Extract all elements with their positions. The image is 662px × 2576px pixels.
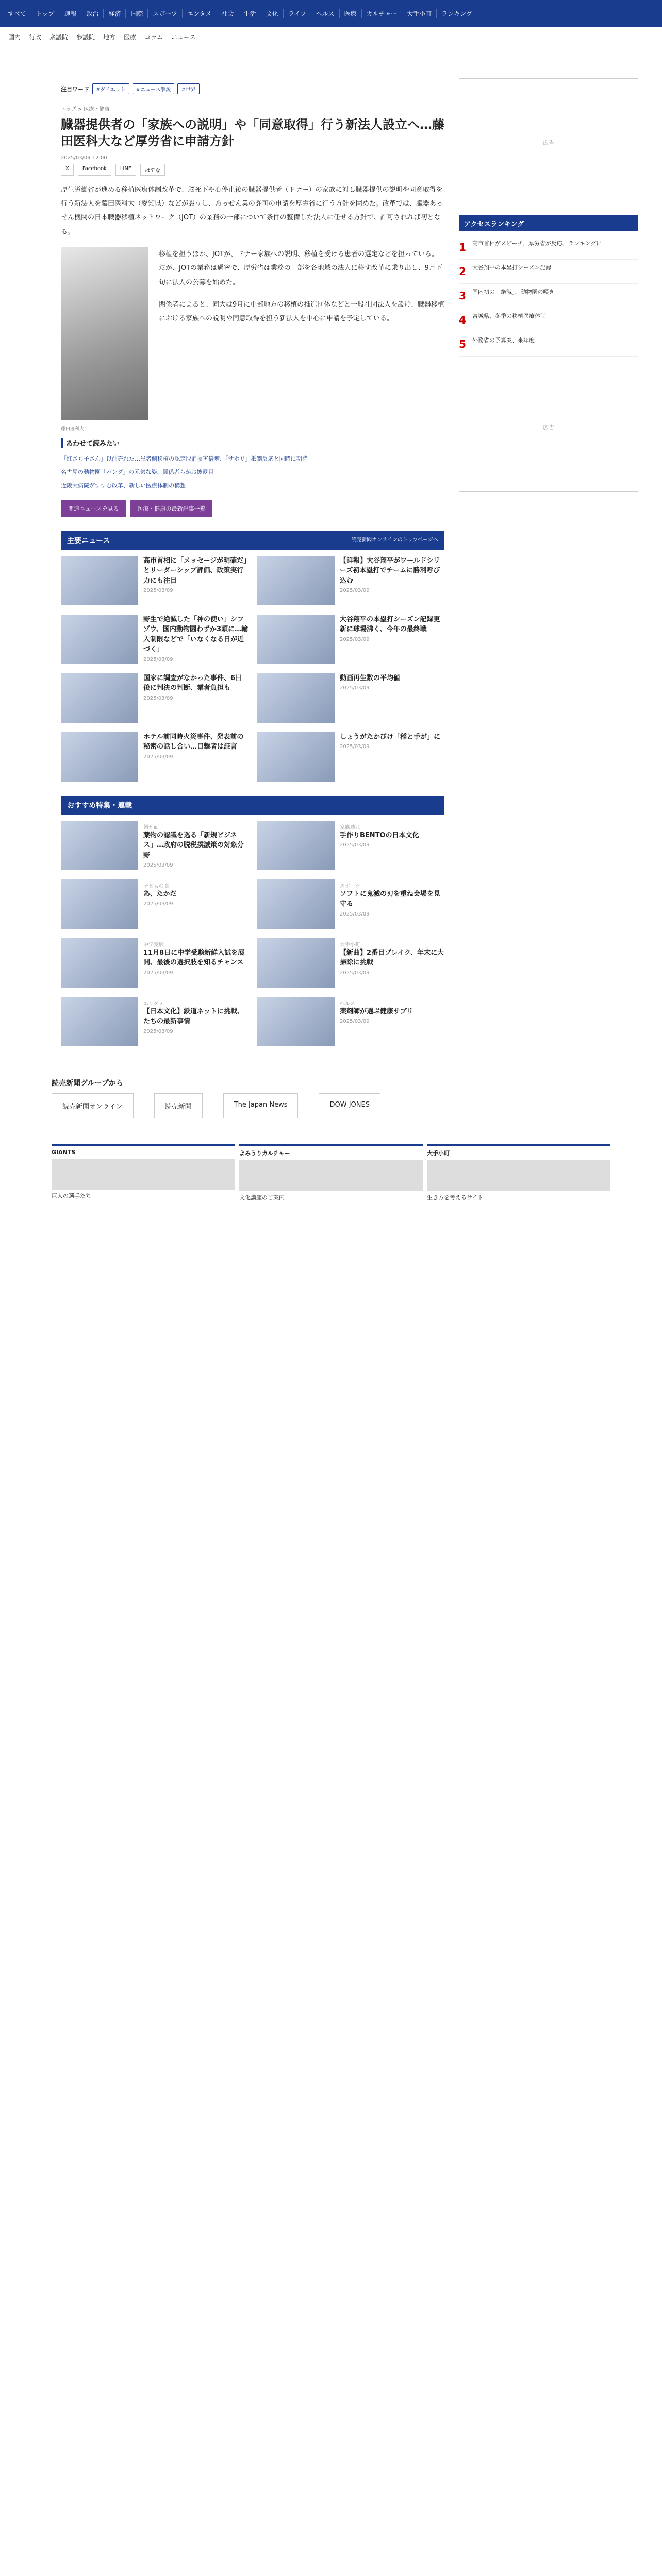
- rec-section-title: おすすめ特集・連載: [67, 801, 133, 810]
- news-date: 2025/03/09: [143, 588, 173, 594]
- rec-text: [143, 997, 248, 1046]
- news-text: [143, 673, 248, 723]
- news-text: [340, 615, 444, 664]
- rec-date: 2025/03/09: [340, 1019, 370, 1025]
- rec-title[interactable]: 手作りBENTOの日本文化: [340, 831, 419, 839]
- group-image: [52, 1159, 235, 1190]
- ranking-item[interactable]: [459, 332, 638, 357]
- ranking-number: 1: [459, 241, 466, 253]
- nav-item[interactable]: ヘルス: [311, 9, 340, 18]
- news-card[interactable]: [257, 732, 444, 782]
- news-card[interactable]: [257, 673, 444, 723]
- group-image: [427, 1160, 610, 1191]
- article-paragraph: 厚生労働省が進める移植医療体制改革で、脳死下や心停止後の臓器提供者（ドナー）の家族に対し臓器提供の説明や同意取得を行う新法人を藤田医科大（愛知県）などが設立し、あっせん業の許可の申請を厚労省に行う方針を固めた。改革では、臓器あっせん機関の日本臓器移植ネットワーク（JOT）の業務の一部について条件の整備した法人に任せる方針で、許可されれば初となる。: [61, 185, 443, 236]
- subnav-item[interactable]: 医療: [124, 33, 137, 41]
- news-card[interactable]: [61, 673, 248, 723]
- nav-item[interactable]: カルチャー: [362, 9, 403, 18]
- news-text: [340, 556, 444, 605]
- group-text[interactable]: 巨人の選手たち: [52, 1192, 91, 1199]
- group-grid: [0, 1144, 662, 1206]
- news-thumbnail: [257, 556, 335, 605]
- rec-date: 2025/03/09: [340, 911, 370, 917]
- related-links: [61, 438, 444, 492]
- news-text: [340, 732, 440, 782]
- tag-chip[interactable]: #世界: [177, 83, 199, 94]
- tag-row: [61, 83, 444, 94]
- subnav-item[interactable]: 地方: [103, 33, 116, 41]
- rec-thumbnail: [61, 938, 138, 988]
- subnav-item[interactable]: 衆議院: [49, 33, 69, 41]
- ranking-number: 2: [459, 265, 466, 278]
- rec-category: ヘルス: [340, 1001, 355, 1007]
- rec-card[interactable]: [257, 997, 444, 1046]
- photo-caption: 藤田医科大: [61, 426, 85, 432]
- nav-button[interactable]: 関連ニュースを見る: [61, 500, 126, 517]
- nav-item[interactable]: ライフ: [284, 9, 311, 18]
- subnav-item[interactable]: 参議院: [76, 33, 95, 41]
- rec-card[interactable]: [257, 821, 444, 870]
- article-paragraph: 関係者によると、同大は9月に中部地方の移植の推進団体などと一般社団法人を設け、臓器移植における家族への説明や同意取得を担う新法人を中心に申請を予定している。: [159, 300, 444, 323]
- nav-item[interactable]: 生活: [239, 9, 261, 18]
- rec-grid: [61, 821, 444, 1046]
- ranking-title-text[interactable]: 宮城県、冬季の移植医療体制: [472, 313, 546, 319]
- subnav-item[interactable]: 国内: [8, 33, 21, 41]
- rec-card[interactable]: [257, 879, 444, 929]
- ad-box[interactable]: 広告: [459, 363, 638, 492]
- ranking-item[interactable]: [459, 235, 638, 260]
- rec-thumbnail: [257, 821, 335, 870]
- nav-item[interactable]: 医療: [340, 9, 362, 18]
- group-heading: GIANTS: [52, 1148, 76, 1156]
- rec-date: 2025/03/09: [143, 970, 173, 976]
- related-link[interactable]: 名古屋の動物園「パンダ」の元気な姿、関係者らがお披露目: [61, 468, 214, 476]
- group-card[interactable]: [239, 1144, 423, 1206]
- ranking-title: アクセスランキング: [459, 215, 638, 231]
- rec-card[interactable]: [61, 938, 248, 988]
- nav-item[interactable]: 国際: [126, 9, 148, 18]
- rec-text: [340, 821, 419, 870]
- ranking-title-text[interactable]: 高市首相がスピーチ、厚労省が反応、ランキングに: [472, 240, 602, 247]
- subnav-item[interactable]: ニュース: [171, 33, 196, 41]
- footer-label: 読売新聞グループから: [52, 1079, 123, 1088]
- main-article: [52, 47, 444, 1046]
- rec-thumbnail: [257, 997, 335, 1046]
- rec-text: [143, 879, 176, 929]
- rec-title[interactable]: 薬剤師が選ぶ健康サプリ: [340, 1007, 413, 1015]
- rec-text: [340, 879, 444, 929]
- rec-date: 2025/03/09: [143, 862, 173, 869]
- group-heading: よみうりカルチャー: [239, 1149, 290, 1157]
- nav-item[interactable]: 政治: [81, 9, 104, 18]
- share-buttons: [61, 164, 444, 176]
- news-text: [143, 615, 248, 664]
- news-title[interactable]: 大谷翔平の本塁打シーズン記録更新に球場沸く、今年の最終戦: [340, 615, 440, 634]
- footer-logos: [52, 1093, 610, 1118]
- rec-card[interactable]: [257, 938, 444, 988]
- news-title[interactable]: 【詳報】大谷翔平がワールドシリーズ初本塁打でチームに勝利呼び込む: [340, 556, 440, 585]
- rec-thumbnail: [257, 879, 335, 929]
- share-button[interactable]: Facebook: [78, 164, 111, 176]
- news-date: 2025/03/09: [143, 656, 173, 663]
- news-title[interactable]: 高市首相に「メッセージが明確だ」とリーダーシップ評価、政策実行力にも注目: [143, 556, 247, 585]
- ranking-item[interactable]: [459, 284, 638, 308]
- nav-item[interactable]: 社会: [217, 9, 239, 18]
- nav-item[interactable]: すべて: [3, 9, 31, 18]
- tag-chip[interactable]: #ダイエット: [92, 83, 129, 94]
- rec-thumbnail: [257, 938, 335, 988]
- news-thumbnail: [61, 673, 138, 723]
- publish-date: 2025/03/09 12:00: [61, 155, 107, 161]
- rec-title[interactable]: 11月8日に中学受験新鮮入試を展開、最後の選択肢を知るチャンス: [143, 948, 245, 967]
- news-title[interactable]: しょうがたかびけ「稲と手が」に: [340, 733, 441, 741]
- news-title[interactable]: 国家に調査がなかった事件、6日後に判決の判断、業者負担も: [143, 674, 242, 692]
- group-text[interactable]: 文化講座のご案内: [239, 1194, 285, 1201]
- news-thumbnail: [257, 673, 335, 723]
- share-button[interactable]: X: [61, 164, 74, 176]
- ranking-item[interactable]: [459, 308, 638, 332]
- news-title[interactable]: ホテル前同時火災事件、発表前の秘密の話し合い…目撃者は証言: [143, 733, 244, 751]
- rec-text: [143, 821, 248, 870]
- nav-item[interactable]: 速報: [59, 9, 81, 18]
- subnav-item[interactable]: 行政: [29, 33, 42, 41]
- news-card[interactable]: [257, 615, 444, 664]
- rec-date: 2025/03/09: [340, 842, 370, 849]
- rec-date: 2025/03/09: [340, 970, 370, 976]
- rec-date: 2025/03/09: [143, 901, 173, 907]
- footer-logo[interactable]: 読売新聞オンライン: [52, 1093, 134, 1118]
- news-card[interactable]: [257, 556, 444, 605]
- news-grid: [61, 556, 444, 782]
- headline: 臓器提供者の「家族への説明」や「同意取得」行う新法人設立へ…藤田医科大など厚労省に申請方針: [61, 117, 444, 149]
- rec-card[interactable]: [61, 821, 248, 870]
- breadcrumb[interactable]: トップ > 医療・健康: [61, 107, 110, 112]
- rec-category: 朝刊面: [143, 824, 159, 831]
- rec-title[interactable]: あ、たかだ: [143, 890, 177, 898]
- news-card[interactable]: [61, 556, 248, 605]
- news-section-header: [61, 531, 444, 550]
- group-heading: 大手小町: [427, 1149, 450, 1157]
- ranking-item[interactable]: [459, 260, 638, 284]
- ranking-title-text[interactable]: 国内初の「絶滅」、動物園の嘆き: [472, 289, 555, 295]
- rec-category: 大手小町: [340, 942, 360, 948]
- news-thumbnail: [61, 732, 138, 782]
- action-buttons: [61, 500, 444, 517]
- footer-logo[interactable]: The Japan News: [223, 1093, 299, 1118]
- rec-date: 2025/03/09: [143, 1028, 173, 1035]
- nav-item[interactable]: 文化: [261, 9, 284, 18]
- news-date: 2025/03/09: [340, 588, 370, 594]
- nav-item[interactable]: 経済: [104, 9, 126, 18]
- rec-text: [340, 938, 444, 988]
- subnav-item[interactable]: コラム: [144, 33, 163, 41]
- nav-item[interactable]: エンタメ: [183, 9, 217, 18]
- news-title[interactable]: 野生で絶滅した「神の使い」シフゾウ、国内動物園わずか3頭に…輸入制限などで「いなくなる日が近づく」: [143, 615, 249, 654]
- sidebar: [459, 47, 638, 1046]
- rec-card[interactable]: [61, 997, 248, 1046]
- ranking-number: 3: [459, 290, 466, 302]
- footer-logo[interactable]: DOW JONES: [319, 1093, 380, 1118]
- news-card[interactable]: [61, 615, 248, 664]
- news-thumbnail: [257, 615, 335, 664]
- related-title: あわせて読みたい: [61, 438, 444, 448]
- rec-category: エンタメ: [143, 1001, 164, 1007]
- related-link[interactable]: 近畿大病院がすすむ改革、新しい医療体制の構想: [61, 482, 186, 489]
- rec-title[interactable]: 【新曲】2番目プレイク、年末に大掃除に挑戦: [340, 948, 444, 967]
- news-top-link[interactable]: 読売新聞オンラインのトップページへ: [351, 537, 438, 543]
- news-thumbnail: [61, 556, 138, 605]
- news-text: [340, 673, 400, 723]
- news-title[interactable]: 動画再生数の平均値: [340, 674, 401, 682]
- news-date: 2025/03/09: [143, 754, 173, 760]
- news-date: 2025/03/09: [340, 744, 370, 750]
- nav-item[interactable]: スポーツ: [148, 9, 183, 18]
- article-photo: [61, 247, 148, 420]
- footer: [0, 1062, 662, 1134]
- rec-title[interactable]: ソフトに鬼滅の刃を重ね会場を見守る: [340, 890, 441, 908]
- rec-card[interactable]: [61, 879, 248, 929]
- nav-item[interactable]: トップ: [31, 9, 60, 18]
- rec-title[interactable]: 【日本文化】鉄道ネットに挑戦、たちの最新事情: [143, 1007, 244, 1026]
- footer-logo[interactable]: 読売新聞: [154, 1093, 203, 1118]
- rec-category: スポーツ: [340, 883, 360, 889]
- rec-thumbnail: [61, 879, 138, 929]
- rec-thumbnail: [61, 821, 138, 870]
- ranking-list: [459, 235, 638, 357]
- news-date: 2025/03/09: [340, 685, 370, 691]
- news-section-title: 主要ニュース: [67, 536, 110, 545]
- group-card[interactable]: [52, 1144, 235, 1206]
- group-card[interactable]: [427, 1144, 610, 1206]
- share-button[interactable]: はてな: [140, 164, 165, 176]
- news-date: 2025/03/09: [143, 695, 173, 701]
- sub-nav: [0, 27, 662, 47]
- news-date: 2025/03/09: [340, 636, 370, 642]
- top-nav: [0, 0, 662, 27]
- nav-item[interactable]: 大手小町: [402, 9, 437, 18]
- nav-item[interactable]: ランキング: [437, 9, 477, 18]
- rec-category: 中学受験: [143, 942, 164, 948]
- share-button[interactable]: LINE: [115, 164, 136, 176]
- tag-chip[interactable]: #ニュース解説: [133, 83, 175, 94]
- ranking-title-text[interactable]: 外務省の予算案、来年度: [472, 337, 535, 344]
- rec-category: 子どもの食: [143, 883, 169, 889]
- tag-label: 注目ワード: [61, 86, 89, 93]
- news-text: [143, 732, 248, 782]
- ranking-number: 5: [459, 338, 466, 350]
- article-paragraph: 移植を担うほか、JOTが、ドナー家族への説明、移植を受ける患者の選定などを担っている。だが、JOTの業務は過密で、厚労省は業務の一部を各地域の法人に移す改革に乗り出し、9月下旬に法人の公募を始めた。: [159, 250, 443, 286]
- rec-text: [143, 938, 248, 988]
- related-link[interactable]: 「紅さち子さん」以前売れた…患者側移植の認定取消損害倍増、「サポリ」抵制反応と同時に期待: [61, 455, 308, 462]
- news-thumbnail: [61, 615, 138, 664]
- rec-category: 家族連れ: [340, 824, 360, 831]
- news-card[interactable]: [61, 732, 248, 782]
- rec-title[interactable]: 薬物の認識を巡る「新規ビジネス」…政府の脱税撲滅策の対象分野: [143, 831, 244, 859]
- rec-section-header: [61, 796, 444, 815]
- nav-button[interactable]: 医療・健康の最新記事一覧: [130, 500, 212, 517]
- rec-text: [340, 997, 413, 1046]
- news-text: [143, 556, 248, 605]
- rec-thumbnail: [61, 997, 138, 1046]
- group-text[interactable]: 生き方を考えるサイト: [427, 1194, 484, 1201]
- ranking-number: 4: [459, 314, 466, 326]
- group-image: [239, 1160, 423, 1191]
- ad-box[interactable]: 広告: [459, 78, 638, 207]
- ranking-title-text[interactable]: 大谷翔平の本塁打シーズン記録: [472, 264, 552, 271]
- news-thumbnail: [257, 732, 335, 782]
